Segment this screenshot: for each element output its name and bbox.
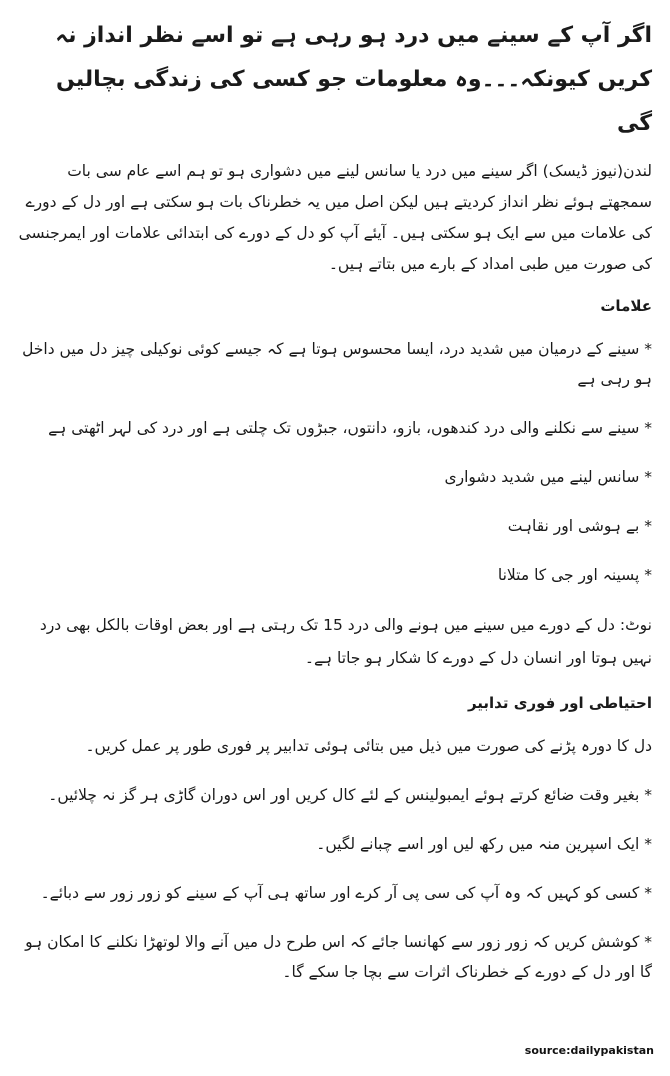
note-paragraph: نوٹ: دل کے دورے میں سینے میں ہونے والی درد 15 تک رہتی ہے اور بعض اوقات بالکل بھی درد نہیں ہوتا اور انسان دل کے دورے کا شکار ہو جاتا ہے۔ bbox=[39, 616, 652, 667]
precaution-item: * ایک اسپرین منہ میں رکھ لیں اور اسے چبانے لگیں۔ bbox=[316, 835, 652, 853]
symptoms-heading: علامات bbox=[600, 297, 652, 315]
symptom-item: * سینے کے درمیان میں شدید درد، ایسا محسوس ہوتا ہے کہ جیسے کوئی نوکیلی چیز دل میں داخل ہو رہی ہے bbox=[22, 340, 652, 388]
source-credit: source:dailypakistan bbox=[524, 1044, 654, 1057]
symptom-item: * سینے سے نکلنے والی درد کندھوں، بازو، دانتوں، جبڑوں تک چلتی ہے اور درد کی لہر اٹھتی ہے bbox=[48, 419, 652, 437]
symptom-item: * بے ہوشی اور نقاہت bbox=[507, 517, 652, 535]
article-headline: اگر آپ کے سینے میں درد ہو رہی ہے تو اسے نظر انداز نہ کریں کیونکہ۔۔۔وہ معلومات جو کسی کی زندگی بچالیں گی bbox=[55, 23, 652, 136]
article bbox=[18, 14, 652, 1006]
precaution-item: * کسی کو کہیں کہ وہ آپ کی سی پی آر کرے اور ساتھ ہی آپ کے سینے کو زور زور سے دبائے۔ bbox=[40, 884, 652, 902]
symptom-item: * سانس لینے میں شدید دشواری bbox=[444, 468, 652, 486]
symptom-item: * پسینہ اور جی کا متلانا bbox=[497, 566, 652, 584]
precautions-lead: دل کا دورہ پڑنے کی صورت میں ذیل میں بتائی ہوئی تدابیر پر فوری طور پر عمل کریں۔ bbox=[85, 737, 652, 755]
precautions-heading: احتیاطی اور فوری تدابیر bbox=[467, 694, 652, 712]
precaution-item: * بغیر وقت ضائع کرتے ہوئے ایمبولینس کے لئے کال کریں اور اس دوران گاڑی ہر گز نہ چلائیں۔ bbox=[48, 786, 652, 804]
intro-paragraph: لندن(نیوز ڈیسک) اگر سینے میں درد یا سانس لینے میں دشواری ہو تو ہم اسے عام سی بات سمجھتے ہوئے نظر انداز کردیتے ہیں لیکن اصل میں یہ خطرناک بات ہو سکتی ہے اور دل کے دورے کی علامات میں سے ایک ہو سکتی ہیں۔ آیئے آپ کو دل کے دورے کی ابتدائی علامات اور ایمرجنسی کی صورت میں طبی امداد کے بارے میں بتاتے ہیں۔ bbox=[18, 162, 652, 273]
precaution-item: * کوشش کریں کہ زور زور سے کھانسا جائے کہ اس طرح دل میں آنے والا لوتھڑا نکلنے کا امکان ہو گا اور دل کے دورے کے خطرناک اثرات سے بچا جا سکے گا۔ bbox=[25, 933, 652, 981]
